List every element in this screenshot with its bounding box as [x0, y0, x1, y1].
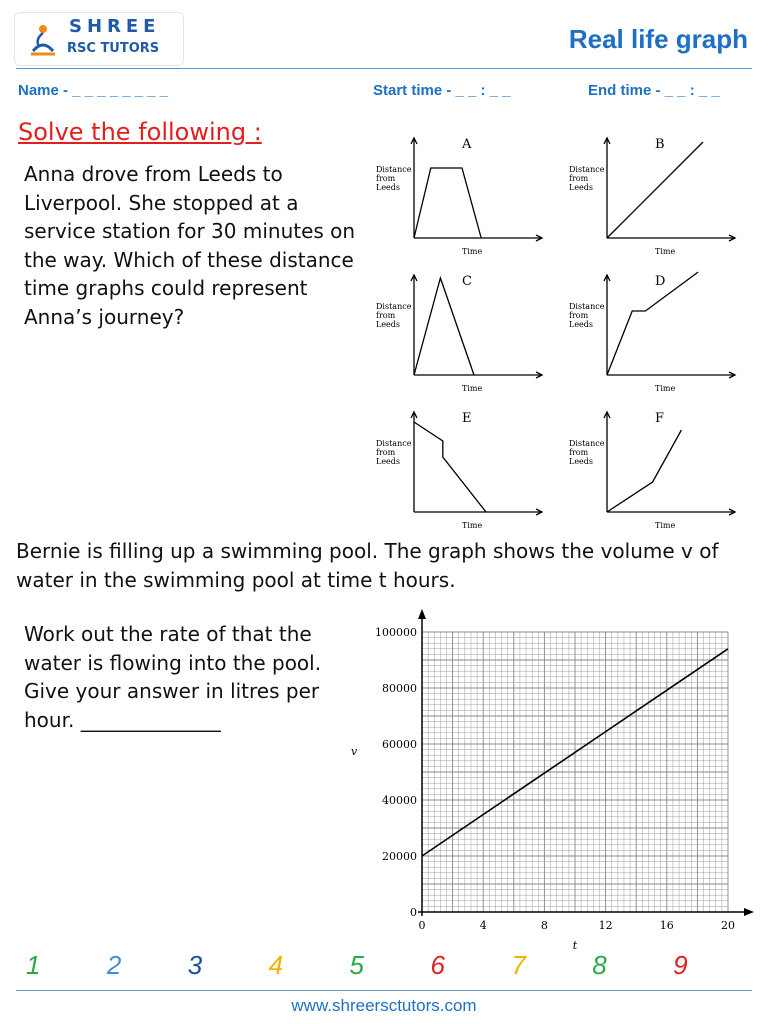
end-time-field: End time - _ _ : _ _	[588, 82, 720, 99]
strip-digit: 8	[592, 950, 607, 980]
x-axis-arrow-icon	[744, 908, 754, 916]
graph-d	[565, 265, 745, 397]
y-axis-label: Leeds	[376, 320, 401, 329]
graph-title: F	[655, 411, 665, 426]
y-tick-label: 80000	[382, 682, 417, 695]
question-anna: Anna drove from Leeds to Liverpool. She stopped at a service station for 30 minutes on the way. Which of these distance time graphs could represent Anna’s journey?	[24, 162, 356, 329]
logo	[14, 12, 184, 66]
y-axis-label: from	[569, 174, 589, 183]
y-tick-label: 40000	[382, 794, 417, 807]
y-axis-label: Leeds	[569, 183, 594, 192]
section-heading: Solve the following :	[18, 118, 262, 146]
y-axis-label: Leeds	[569, 320, 594, 329]
strip-digit: 3	[187, 950, 203, 980]
start-time-field: Start time - _ _ : _ _	[373, 82, 511, 99]
logo-emblem-icon	[23, 19, 63, 59]
graph-title: A	[462, 137, 472, 152]
y-tick-label: 100000	[375, 626, 417, 639]
x-tick-label: 16	[659, 919, 674, 932]
y-axis-label: from	[569, 448, 589, 457]
volume-time-chart	[345, 605, 760, 950]
name-field: Name - _ _ _ _ _ _ _ _	[18, 82, 169, 99]
y-axis-label: Distance	[569, 302, 605, 311]
x-axis-label: Time	[655, 521, 676, 530]
footer-website: www.shreersctutors.com	[291, 996, 477, 1015]
y-axis-label: Distance	[376, 439, 412, 448]
y-axis-label: from	[376, 311, 396, 320]
y-tick-label: 60000	[382, 738, 417, 751]
y-axis-label: Distance	[376, 302, 412, 311]
graph-c	[372, 265, 552, 397]
graph-f	[565, 402, 745, 534]
series-line	[607, 142, 703, 238]
y-axis-label: Leeds	[569, 457, 594, 466]
y-tick-label: 20000	[382, 850, 417, 863]
x-tick-label: 20	[721, 919, 735, 932]
series-line	[607, 272, 698, 375]
graph-title: B	[655, 137, 665, 152]
x-axis-label: t	[572, 939, 578, 950]
strip-digit: 7	[511, 950, 526, 980]
series-line	[414, 422, 486, 512]
series-line	[607, 430, 681, 512]
x-tick-label: 4	[479, 919, 487, 932]
y-axis-label: Distance	[569, 439, 605, 448]
x-axis-label: Time	[655, 247, 676, 256]
strip-digit: 9	[673, 950, 688, 980]
x-tick-label: 0	[418, 919, 426, 932]
y-axis-label: from	[376, 174, 396, 183]
x-tick-label: 8	[540, 919, 548, 932]
strip-digit: 6	[430, 950, 445, 980]
series-line	[414, 168, 481, 238]
number-strip	[20, 950, 748, 990]
question-rate: Work out the rate of that the water is flowing into the pool. Give your answer in litres per hour. ______________	[24, 622, 322, 732]
y-axis-label: from	[376, 448, 396, 457]
y-axis-label: Distance	[569, 165, 605, 174]
x-axis-label: Time	[655, 384, 676, 393]
strip-digit: 1	[26, 950, 41, 980]
page-title: Real life graph	[568, 24, 748, 54]
x-axis-label: Time	[462, 384, 483, 393]
y-axis-label: from	[569, 311, 589, 320]
logo-line1: SHREE	[69, 16, 161, 37]
footer-divider	[16, 990, 752, 991]
graph-e	[372, 402, 552, 534]
x-axis-label: Time	[462, 247, 483, 256]
y-axis-label: Leeds	[376, 457, 401, 466]
header-divider	[16, 68, 752, 69]
y-axis-label: Distance	[376, 165, 412, 174]
y-axis-label: Leeds	[376, 183, 401, 192]
y-axis-label: v	[351, 745, 358, 758]
y-axis-arrow-icon	[418, 609, 426, 619]
y-tick-label: 0	[410, 906, 417, 919]
strip-digit: 4	[268, 950, 284, 980]
x-axis-label: Time	[462, 521, 483, 530]
x-tick-label: 12	[598, 919, 613, 932]
graph-title: E	[462, 411, 472, 426]
logo-line2: RSC TUTORS	[67, 41, 160, 56]
graph-title: D	[655, 274, 666, 289]
series-line	[414, 278, 474, 375]
strip-digit: 5	[349, 950, 365, 980]
graph-b	[565, 128, 745, 260]
graph-a	[372, 128, 552, 260]
strip-digit: 2	[106, 950, 122, 980]
question-bernie: Bernie is filling up a swimming pool. The graph shows the volume v of water in the swimming pool at time t hours.	[16, 539, 719, 592]
graph-title: C	[462, 274, 472, 289]
